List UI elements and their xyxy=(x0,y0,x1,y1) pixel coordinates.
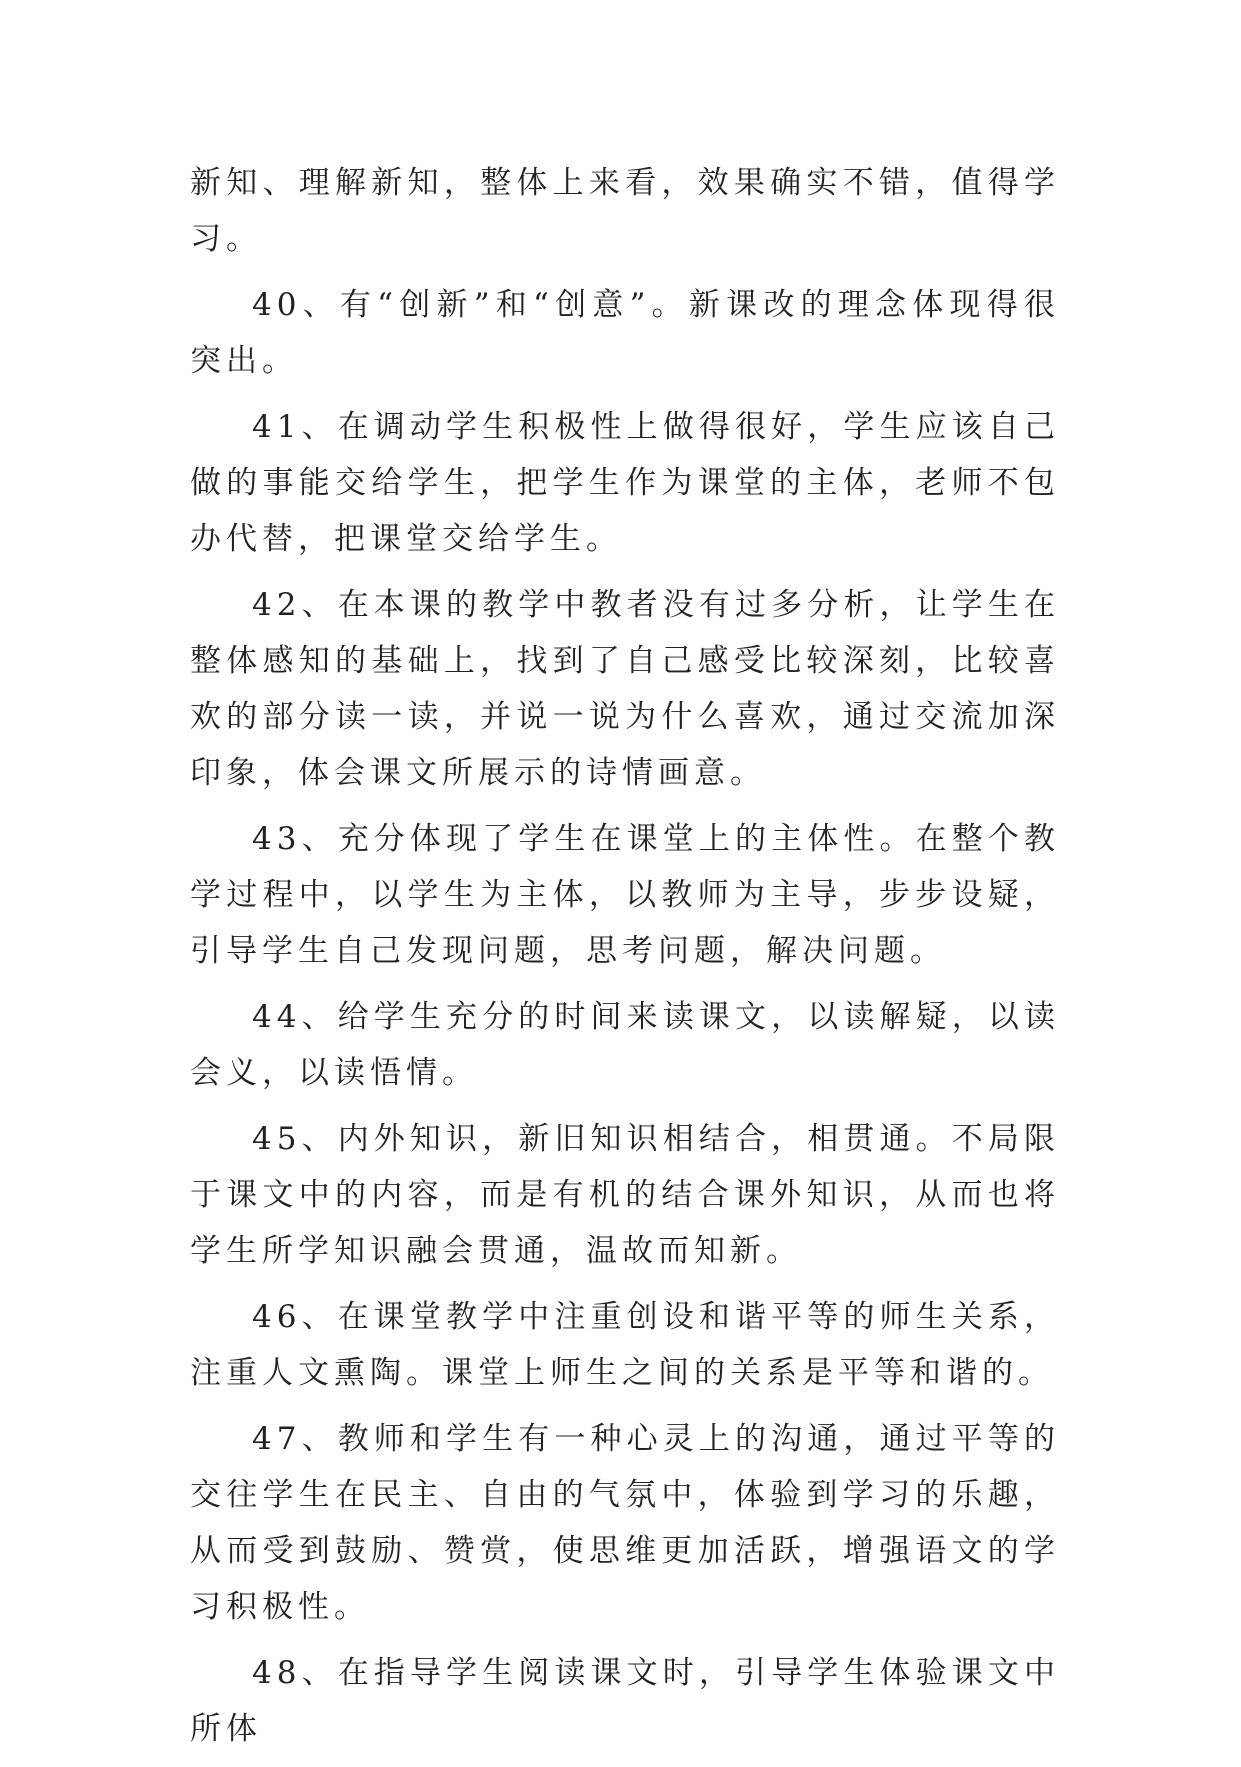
paragraph-46: 46、在课堂教学中注重创设和谐平等的师生关系，注重人文熏陶。课堂上师生之间的关系是平等和谐的。 xyxy=(190,1299,1060,1391)
paragraph-44: 44、给学生充分的时间来读课文，以读解疑，以读会义，以读悟情。 xyxy=(190,999,1060,1091)
paragraph-47: 47、教师和学生有一种心灵上的沟通，通过平等的交往学生在民主、自由的气氛中，体验到学习的乐趣，从而受到鼓励、赞赏，使思维更加活跃，增强语文的学习积极性。 xyxy=(190,1421,1060,1625)
paragraph-40: 40、有“创新”和“创意”。新课改的理念体现得很突出。 xyxy=(190,287,1060,379)
paragraph-45: 45、内外知识，新旧知识相结合，相贯通。不局限于课文中的内容，而是有机的结合课外知识，从而也将学生所学知识融会贯通，温故而知新。 xyxy=(190,1121,1060,1269)
paragraph-48: 48、在指导学生阅读课文时，引导学生体验课文中所体 xyxy=(190,1655,1060,1747)
paragraph-42: 42、在本课的教学中教者没有过多分析，让学生在整体感知的基础上，找到了自己感受比较深刻，比较喜欢的部分读一读，并说一说为什么喜欢，通过交流加深印象，体会课文所展示的诗情画意。 xyxy=(190,587,1060,791)
paragraph-continuation: 新知、理解新知，整体上来看，效果确实不错，值得学习。 xyxy=(190,165,1060,257)
paragraph-41: 41、在调动学生积极性上做得很好，学生应该自己做的事能交给学生，把学生作为课堂的主体，老师不包办代替，把课堂交给学生。 xyxy=(190,409,1060,557)
paragraph-43: 43、充分体现了学生在课堂上的主体性。在整个教学过程中，以学生为主体，以教师为主导，步步设疑，引导学生自己发现问题，思考问题，解决问题。 xyxy=(190,821,1060,969)
document-body xyxy=(190,155,1060,1767)
